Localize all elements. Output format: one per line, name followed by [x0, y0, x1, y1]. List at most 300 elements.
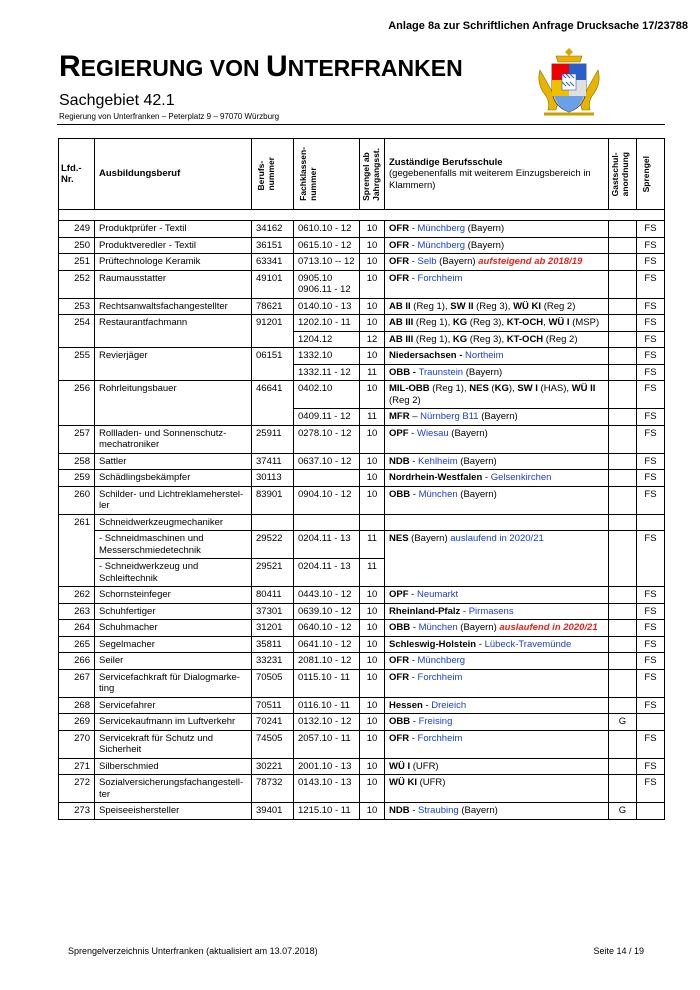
- table-row: [59, 653, 665, 670]
- col-sprengel-ab: Sprengel ab Jahrgangsst.: [360, 139, 385, 210]
- fachklassennummer: 2057.10 - 11: [294, 730, 360, 758]
- sprengel: FS: [637, 364, 665, 381]
- school-location-link[interactable]: Nürnberg B11: [420, 411, 479, 422]
- ausbildungsberuf: [95, 364, 252, 381]
- school-location-link[interactable]: Forchheim: [417, 272, 463, 284]
- berufsschule: Nordrhein-Westfalen - Gelsenkirchen: [385, 470, 609, 487]
- sprengel-ab: 10: [360, 587, 385, 604]
- sprengel: [637, 514, 665, 531]
- gastschul: [609, 364, 637, 381]
- sprengel: FS: [637, 348, 665, 365]
- row-number: 268: [59, 697, 95, 714]
- table-row: [59, 409, 665, 426]
- fachklassennummer: 0143.10 - 13: [294, 775, 360, 803]
- berufsnummer: 25911: [252, 425, 294, 453]
- sprengel-ab: 10: [360, 636, 385, 653]
- school-location-link[interactable]: Gelsenkirchen: [490, 472, 552, 483]
- sprengel: FS: [637, 237, 665, 254]
- fachklassennummer: 0115.10 - 11: [294, 669, 360, 697]
- col-lfd: Lfd.-Nr.: [59, 139, 95, 210]
- sprengel-ab: 10: [360, 603, 385, 620]
- berufsschule: Rheinland-Pfalz - Pirmasens: [385, 603, 609, 620]
- ausbildungsberuf: Produktveredler - Textil: [95, 237, 252, 254]
- gastschul: [609, 453, 637, 470]
- berufsschule: OBB - Freising: [385, 714, 609, 731]
- sprengel-ab: 10: [360, 714, 385, 731]
- school-location-link[interactable]: Forchheim: [417, 732, 463, 744]
- gastschul: [609, 237, 637, 254]
- row-number: [59, 331, 95, 348]
- row-number: 255: [59, 348, 95, 365]
- gastschul: [609, 653, 637, 670]
- school-location-link[interactable]: Wiesau: [416, 427, 449, 439]
- gastschul: [609, 425, 637, 453]
- row-number: [59, 409, 95, 426]
- sprengel-ab: 11: [360, 559, 385, 587]
- berufsnummer: 30221: [252, 758, 294, 775]
- berufsnummer: 31201: [252, 620, 294, 637]
- sprengel: FS: [637, 669, 665, 697]
- row-number: 264: [59, 620, 95, 637]
- table-row: [59, 775, 665, 803]
- row-number: 272: [59, 775, 95, 803]
- berufsschule: AB III (Reg 1), KG (Reg 3), KT-OCH (Reg 2): [385, 331, 609, 348]
- ausbildungsberuf: Rollladen- und Sonnenschutz- mechatroniker: [95, 425, 252, 453]
- ausbildungsberuf: Revierjäger: [95, 348, 252, 365]
- ausbildungsberuf: [95, 409, 252, 426]
- berufsschule: OFR - Münchberg: [385, 653, 609, 670]
- sprengel-ab: 10: [360, 653, 385, 670]
- table-row: [59, 669, 665, 697]
- berufsschule: AB III (Reg 1), KG (Reg 3), KT-OCH, WÜ I (MSP): [385, 315, 609, 332]
- berufsnummer: 37301: [252, 603, 294, 620]
- gastschul: [609, 315, 637, 332]
- sprengel: FS: [637, 603, 665, 620]
- table-row: [59, 603, 665, 620]
- table-row: [59, 714, 665, 731]
- row-number: 250: [59, 237, 95, 254]
- row-number: 261: [59, 514, 95, 531]
- gastschul: [609, 298, 637, 315]
- table-row: [59, 486, 665, 514]
- berufsschule: AB II (Reg 1), SW II (Reg 3), WÜ KI (Reg 2): [385, 298, 609, 315]
- sprengel: [637, 803, 665, 820]
- table-row: [59, 221, 665, 238]
- berufsschule: OFR - Selb (Bayern) aufsteigend ab 2018/19: [385, 254, 609, 271]
- berufsschule: NDB - Kehlheim (Bayern): [385, 453, 609, 470]
- berufsschule: OFR - Forchheim: [385, 270, 609, 298]
- gastschul: [609, 409, 637, 426]
- sprengel-ab: 10: [360, 315, 385, 332]
- row-number: 271: [59, 758, 95, 775]
- berufsnummer: [252, 514, 294, 531]
- sprengel: FS: [637, 221, 665, 238]
- row-number: [59, 364, 95, 381]
- fachklassennummer: 0904.10 - 12: [294, 486, 360, 514]
- sprengel: FS: [637, 486, 665, 514]
- sprengel-ab: 10: [360, 425, 385, 453]
- row-number: 257: [59, 425, 95, 453]
- sprengel-ab: 11: [360, 364, 385, 381]
- fachklassennummer: 0402.10: [294, 381, 360, 409]
- berufsnummer: 30113: [252, 470, 294, 487]
- sprengel-ab: 10: [360, 348, 385, 365]
- ausbildungsberuf: Sattler: [95, 453, 252, 470]
- ausbildungsberuf: Schornsteinfeger: [95, 587, 252, 604]
- school-location-link[interactable]: Pirmasens: [468, 605, 514, 617]
- row-number: 260: [59, 486, 95, 514]
- berufsschule: Schleswig-Holstein - Lübeck-Travemünde: [385, 636, 609, 653]
- table-row: [59, 331, 665, 348]
- sprengel-table: [58, 138, 665, 820]
- sprengel-ab: [360, 514, 385, 531]
- sprengel: [637, 714, 665, 731]
- fachklassennummer: 0204.11 - 13: [294, 559, 360, 587]
- fachklassennummer: 0905.10 0906.11 - 12: [294, 270, 360, 298]
- berufsnummer: 29521: [252, 559, 294, 587]
- school-location-link[interactable]: auslaufend in 2020/21: [450, 533, 544, 544]
- col-fachklassen: Fachklassen- nummer: [294, 139, 360, 210]
- sprengel: FS: [637, 425, 665, 453]
- school-location-link[interactable]: München: [418, 488, 458, 500]
- sprengel-ab: 11: [360, 531, 385, 559]
- table-row: [59, 470, 665, 487]
- fachklassennummer: 0204.11 - 13: [294, 531, 360, 559]
- address: Regierung von Unterfranken – Peterplatz 9 – 97070 Würzburg: [59, 112, 280, 121]
- school-location-link[interactable]: Münchberg: [417, 239, 466, 251]
- row-number: 256: [59, 381, 95, 409]
- col-schule: Zuständige Berufsschule (gegebenenfalls mit weiterem Einzugsbereich in Klammern): [385, 139, 609, 210]
- ausbildungsberuf: Schneidwerkzeugmechaniker: [95, 514, 252, 531]
- gastschul: [609, 603, 637, 620]
- page-number: Seite 14 / 19: [593, 946, 644, 956]
- sprengel: FS: [637, 636, 665, 653]
- ausbildungsberuf: Seiler: [95, 653, 252, 670]
- berufsnummer: 91201: [252, 315, 294, 332]
- berufsschule: MIL-OBB (Reg 1), NES (KG), SW I (HAS), WÜ II (Reg 2): [385, 381, 609, 409]
- ausbildungsberuf: Schuhfertiger: [95, 603, 252, 620]
- fachklassennummer: 0443.10 - 12: [294, 587, 360, 604]
- berufsnummer: 35811: [252, 636, 294, 653]
- berufsnummer: 34162: [252, 221, 294, 238]
- sprengel: FS: [637, 587, 665, 604]
- table-row: [59, 587, 665, 604]
- berufsnummer: [252, 331, 294, 348]
- row-number: 265: [59, 636, 95, 653]
- sprengel-ab: 10: [360, 221, 385, 238]
- row-number: 269: [59, 714, 95, 731]
- header-rule: [57, 124, 665, 125]
- berufsnummer: 70505: [252, 669, 294, 697]
- gastschul: [609, 531, 637, 587]
- table-row: [59, 531, 665, 559]
- ausbildungsberuf: Schilder- und Lichtreklameherstel- ler: [95, 486, 252, 514]
- berufsnummer: 37411: [252, 453, 294, 470]
- berufsnummer: 33231: [252, 653, 294, 670]
- gastschul: [609, 514, 637, 531]
- ausbildungsberuf: Schädlingsbekämpfer: [95, 470, 252, 487]
- fachklassennummer: 0610.10 - 12: [294, 221, 360, 238]
- berufsnummer: 70511: [252, 697, 294, 714]
- fachklassennummer: 1332.10: [294, 348, 360, 365]
- ausbildungsberuf: - Schneidwerkzeug und Schleiftechnik: [95, 559, 252, 587]
- school-location-link[interactable]: Lübeck-Travemünde: [484, 638, 572, 650]
- school-location-link[interactable]: Kehlheim: [418, 455, 458, 467]
- berufsschule: WÜ KI (UFR): [385, 775, 609, 803]
- school-location-link[interactable]: Neumarkt: [416, 589, 459, 600]
- row-number: [59, 559, 95, 587]
- table-row: [59, 381, 665, 409]
- berufsschule: [385, 514, 609, 531]
- school-location-link[interactable]: München: [418, 622, 458, 633]
- school-location-link[interactable]: Straubing: [418, 805, 459, 816]
- col-gastschul: Gastschul- anordnung: [609, 139, 637, 210]
- gastschul: [609, 254, 637, 271]
- row-number: 273: [59, 803, 95, 820]
- fachklassennummer: 2001.10 - 13: [294, 758, 360, 775]
- sprengel-ab: 10: [360, 803, 385, 820]
- ausbildungsberuf: Rohrleitungsbauer: [95, 381, 252, 409]
- fachklassennummer: 0278.10 - 12: [294, 425, 360, 453]
- berufsnummer: [252, 409, 294, 426]
- fachklassennummer: 0637.10 - 12: [294, 453, 360, 470]
- berufsschule: NDB - Straubing (Bayern): [385, 803, 609, 820]
- gastschul: G: [609, 803, 637, 820]
- sprengel: FS: [637, 331, 665, 348]
- gastschul: [609, 381, 637, 409]
- berufsnummer: 46641: [252, 381, 294, 409]
- berufsnummer: 49101: [252, 270, 294, 298]
- ausbildungsberuf: - Schneidmaschinen und Messerschmiedetechnik: [95, 531, 252, 559]
- berufsnummer: 78732: [252, 775, 294, 803]
- table-row: [59, 237, 665, 254]
- berufsschule: OFR - Forchheim: [385, 669, 609, 697]
- sprengel-ab: 10: [360, 381, 385, 409]
- fachklassennummer: 1332.11 - 12: [294, 364, 360, 381]
- sprengel: FS: [637, 620, 665, 637]
- gastschul: [609, 730, 637, 758]
- fachklassennummer: 0140.10 - 13: [294, 298, 360, 315]
- table-row: [59, 315, 665, 332]
- table-row: [59, 636, 665, 653]
- sprengel: FS: [637, 730, 665, 758]
- berufsschule: OFR - Münchberg (Bayern): [385, 221, 609, 238]
- ausbildungsberuf: Raumausstatter: [95, 270, 252, 298]
- row-number: 262: [59, 587, 95, 604]
- school-location-link[interactable]: Forchheim: [417, 671, 463, 683]
- ausbildungsberuf: Servicefahrer: [95, 697, 252, 714]
- school-location-link[interactable]: Northeim: [465, 350, 504, 361]
- sprengel: FS: [637, 697, 665, 714]
- table-row: [59, 298, 665, 315]
- footer-left: Sprengelverzeichnis Unterfranken (aktualisiert am 13.07.2018): [68, 946, 318, 956]
- table-row: [59, 758, 665, 775]
- gastschul: G: [609, 714, 637, 731]
- fachklassennummer: 2081.10 - 12: [294, 653, 360, 670]
- gastschul: [609, 587, 637, 604]
- berufsschule: OBB - München (Bayern) auslaufend in 2020/21: [385, 620, 609, 637]
- berufsnummer: 80411: [252, 587, 294, 604]
- sprengel: FS: [637, 775, 665, 803]
- gastschul: [609, 636, 637, 653]
- fachklassennummer: 0713.10 -- 12: [294, 254, 360, 271]
- berufsnummer: 29522: [252, 531, 294, 559]
- row-number: 266: [59, 653, 95, 670]
- row-number: 254: [59, 315, 95, 332]
- sprengel-ab: 10: [360, 254, 385, 271]
- fachklassennummer: 0615.10 - 12: [294, 237, 360, 254]
- berufsschule: OBB - München (Bayern): [385, 486, 609, 514]
- row-number: 253: [59, 298, 95, 315]
- sprengel-ab: 10: [360, 758, 385, 775]
- sprengel-ab: 10: [360, 270, 385, 298]
- ausbildungsberuf: Speiseeishersteller: [95, 803, 252, 820]
- row-number: 267: [59, 669, 95, 697]
- ausbildungsberuf: [95, 331, 252, 348]
- row-number: 249: [59, 221, 95, 238]
- col-beruf: Ausbildungsberuf: [95, 139, 252, 210]
- table-row: [59, 453, 665, 470]
- sprengel: FS: [637, 531, 665, 587]
- sprengel: FS: [637, 254, 665, 271]
- fachklassennummer: 0640.10 - 12: [294, 620, 360, 637]
- berufsschule: MFR – Nürnberg B11 (Bayern): [385, 409, 609, 426]
- ausbildungsberuf: Servicekraft für Schutz und Sicherheit: [95, 730, 252, 758]
- sprengel: FS: [637, 470, 665, 487]
- fachklassennummer: 0409.11 - 12: [294, 409, 360, 426]
- fachklassennummer: [294, 470, 360, 487]
- table-row: [59, 620, 665, 637]
- fachklassennummer: 0116.10 - 11: [294, 697, 360, 714]
- sprengel: FS: [637, 381, 665, 409]
- sprengel: FS: [637, 409, 665, 426]
- row-number: [59, 531, 95, 559]
- ausbildungsberuf: Sozialversicherungsfachangestell- ter: [95, 775, 252, 803]
- berufsschule: OBB - Traunstein (Bayern): [385, 364, 609, 381]
- fachklassennummer: 0132.10 - 12: [294, 714, 360, 731]
- gastschul: [609, 697, 637, 714]
- school-location-link[interactable]: Freising: [418, 716, 453, 727]
- ausbildungsberuf: Produktprüfer - Textil: [95, 221, 252, 238]
- gastschul: [609, 669, 637, 697]
- coat-of-arms-icon: [532, 44, 606, 118]
- fachklassennummer: 1202.10 - 11: [294, 315, 360, 332]
- row-number: 263: [59, 603, 95, 620]
- row-number: 258: [59, 453, 95, 470]
- table-row: [59, 348, 665, 365]
- ausbildungsberuf: Prüftechnologe Keramik: [95, 254, 252, 271]
- school-location-link[interactable]: Traunstein: [418, 366, 464, 378]
- status-note: auslaufend in 2020/21: [499, 622, 598, 633]
- col-sprengel: Sprengel: [637, 139, 665, 210]
- sprengel: FS: [637, 315, 665, 332]
- berufsschule: Hessen - Dreieich: [385, 697, 609, 714]
- subtitle: Sachgebiet 42.1: [59, 92, 175, 109]
- sprengel: FS: [637, 653, 665, 670]
- table-row: [59, 514, 665, 531]
- table-header: [59, 139, 665, 210]
- fachklassennummer: 0639.10 - 12: [294, 603, 360, 620]
- ausbildungsberuf: Servicekaufmann im Luftverkehr: [95, 714, 252, 731]
- berufsschule: OFR - Münchberg (Bayern): [385, 237, 609, 254]
- berufsnummer: 39401: [252, 803, 294, 820]
- sprengel: FS: [637, 298, 665, 315]
- berufsnummer: 78621: [252, 298, 294, 315]
- fachklassennummer: 1204.12: [294, 331, 360, 348]
- sprengel-ab: 10: [360, 620, 385, 637]
- berufsnummer: [252, 364, 294, 381]
- sprengel: FS: [637, 758, 665, 775]
- berufsschule: NES (Bayern) auslaufend in 2020/21: [385, 531, 609, 587]
- fachklassennummer: 1215.10 - 11: [294, 803, 360, 820]
- fachklassennummer: [294, 514, 360, 531]
- table-row: [59, 364, 665, 381]
- sprengel-ab: 10: [360, 298, 385, 315]
- sprengel-ab: 10: [360, 775, 385, 803]
- row-number: 252: [59, 270, 95, 298]
- ausbildungsberuf: Segelmacher: [95, 636, 252, 653]
- row-number: 251: [59, 254, 95, 271]
- status-note: aufsteigend ab 2018/19: [478, 256, 583, 267]
- sprengel-ab: 10: [360, 486, 385, 514]
- berufsschule: OPF - Neumarkt: [385, 587, 609, 604]
- gastschul: [609, 221, 637, 238]
- school-location-link[interactable]: Dreieich: [431, 699, 467, 711]
- sprengel-ab: 10: [360, 697, 385, 714]
- ausbildungsberuf: Schuhmacher: [95, 620, 252, 637]
- berufsnummer: 63341: [252, 254, 294, 271]
- gastschul: [609, 775, 637, 803]
- gastschul: [609, 620, 637, 637]
- berufsschule: OPF - Wiesau (Bayern): [385, 425, 609, 453]
- school-location-link[interactable]: Münchberg: [417, 655, 466, 666]
- berufsschule: WÜ I (UFR): [385, 758, 609, 775]
- berufsnummer: 74505: [252, 730, 294, 758]
- gastschul: [609, 348, 637, 365]
- sprengel-ab: 10: [360, 470, 385, 487]
- col-berufsnummer: Berufs- nummer: [252, 139, 294, 210]
- school-location-link[interactable]: Münchberg: [417, 223, 466, 234]
- sprengel: FS: [637, 270, 665, 298]
- school-location-link[interactable]: Selb: [417, 256, 437, 267]
- row-number: 270: [59, 730, 95, 758]
- fachklassennummer: 0641.10 - 12: [294, 636, 360, 653]
- table-row: [59, 270, 665, 298]
- sprengel-ab: 10: [360, 453, 385, 470]
- sprengel-ab: 10: [360, 669, 385, 697]
- sprengel-ab: 11: [360, 409, 385, 426]
- ausbildungsberuf: Rechtsanwaltsfachangestellter: [95, 298, 252, 315]
- ausbildungsberuf: Restaurantfachmann: [95, 315, 252, 332]
- berufsschule: Niedersachsen - Northeim: [385, 348, 609, 365]
- gastschul: [609, 331, 637, 348]
- berufsschule: OFR - Forchheim: [385, 730, 609, 758]
- table-row: [59, 697, 665, 714]
- berufsnummer: 06151: [252, 348, 294, 365]
- sprengel: FS: [637, 453, 665, 470]
- sprengel-ab: 10: [360, 237, 385, 254]
- page-title: REGIERUNG VON UNTERFRANKEN: [59, 50, 463, 83]
- gastschul: [609, 758, 637, 775]
- berufsnummer: 83901: [252, 486, 294, 514]
- ausbildungsberuf: Silberschmied: [95, 758, 252, 775]
- sprengel-ab: 10: [360, 730, 385, 758]
- table-body: [59, 221, 665, 820]
- row-number: 259: [59, 470, 95, 487]
- table-row: [59, 254, 665, 271]
- ausbildungsberuf: Servicefachkraft für Dialogmarke- ting: [95, 669, 252, 697]
- gastschul: [609, 486, 637, 514]
